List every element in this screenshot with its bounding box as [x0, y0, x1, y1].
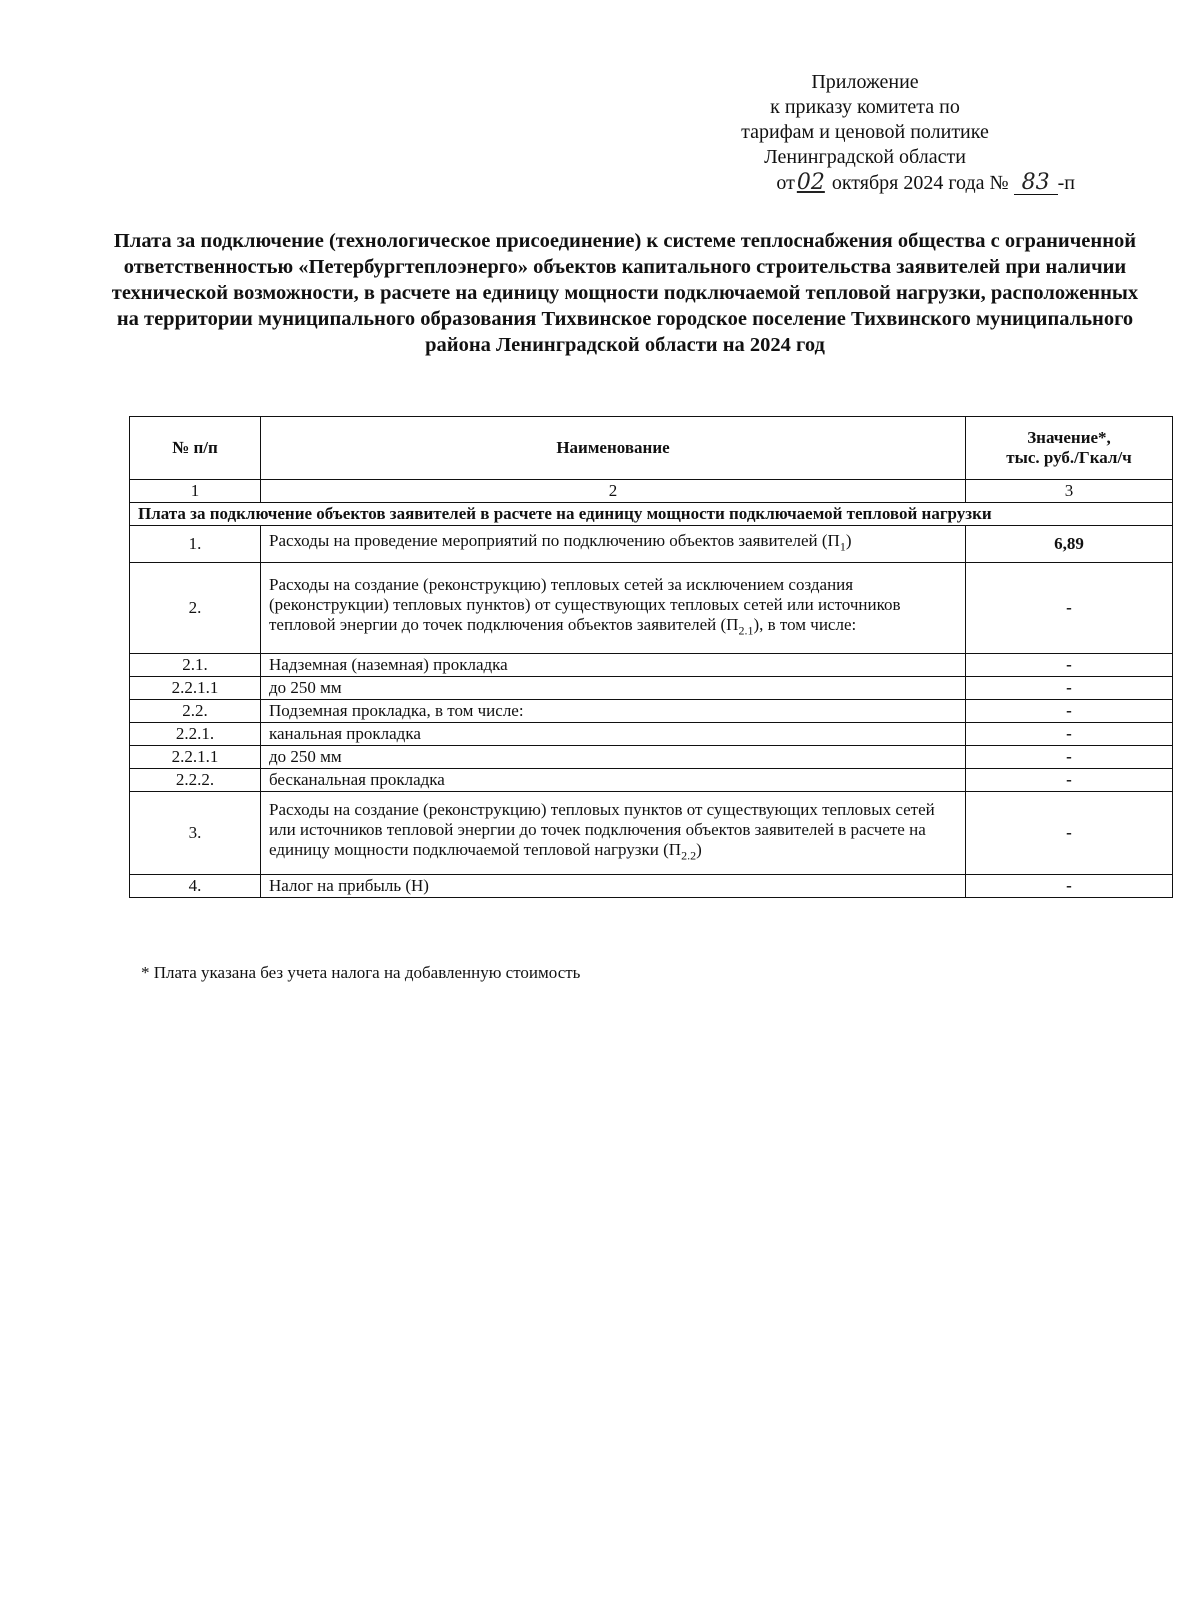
row-value: -	[966, 700, 1173, 723]
table-header-row	[130, 417, 1173, 480]
row-name: до 250 мм	[261, 677, 966, 700]
row-name: до 250 мм	[261, 746, 966, 769]
row-num: 3.	[130, 792, 261, 875]
table-row	[130, 526, 1173, 563]
row-name-text: Расходы на проведение мероприятий по подключению объектов заявителей (П	[269, 531, 840, 551]
table-row	[130, 654, 1173, 677]
row-num: 2.2.1.1	[130, 677, 261, 700]
handwritten-order-number: 83	[1014, 172, 1058, 195]
row-name: Надземная (наземная) прокладка	[261, 654, 966, 677]
row-name-sub: 1	[839, 539, 846, 554]
row-num: 2.2.	[130, 700, 261, 723]
handwritten-day: 02	[796, 170, 825, 195]
row-name-tail: )	[696, 840, 702, 860]
date-rest: октября 2024 года №	[831, 172, 1009, 194]
col-number-3: 3	[966, 480, 1173, 503]
row-name	[261, 563, 966, 654]
row-name-sub: 2.2	[681, 848, 697, 863]
col-number-2: 2	[261, 480, 966, 503]
row-num: 2.1.	[130, 654, 261, 677]
header-value-line1: Значение*,	[1027, 428, 1111, 447]
table-row	[130, 677, 1173, 700]
section-row	[130, 503, 1173, 526]
row-name-sub: 2.1	[738, 623, 754, 638]
table-row	[130, 723, 1173, 746]
row-num: 2.2.1.1	[130, 746, 261, 769]
row-name	[261, 526, 966, 563]
row-name-tail: ), в том числе:	[753, 615, 857, 635]
table-row	[130, 792, 1173, 875]
date-prefix: от	[776, 172, 795, 194]
appendix-block	[655, 70, 1075, 196]
header-name: Наименование	[261, 417, 966, 480]
row-num: 4.	[130, 875, 261, 898]
row-value: -	[966, 723, 1173, 746]
table-row	[130, 875, 1173, 898]
row-name: канальная прокладка	[261, 723, 966, 746]
row-value: -	[966, 677, 1173, 700]
appendix-line-3: тарифам и ценовой политике	[741, 121, 989, 143]
header-value-line2: тыс. руб./Гкал/ч	[1006, 448, 1132, 467]
tariff-table	[129, 416, 1173, 898]
row-value: -	[966, 654, 1173, 677]
order-suffix: -п	[1057, 172, 1075, 194]
row-value: -	[966, 563, 1173, 654]
appendix-line-4: Ленинградской области	[764, 146, 966, 168]
table-row	[130, 700, 1173, 723]
order-date-line	[655, 170, 1075, 196]
row-name-text: Расходы на создание (реконструкцию) тепловых пунктов от существующих тепловых сетей или источников тепловой энергии до точек подключения объектов заявителей в расчете на единицу мощности подключаемой тепловой нагрузки (П	[269, 800, 935, 860]
row-num: 2.	[130, 563, 261, 654]
row-value: -	[966, 875, 1173, 898]
row-name: Налог на прибыль (Н)	[261, 875, 966, 898]
column-number-row	[130, 480, 1173, 503]
row-num: 1.	[130, 526, 261, 563]
row-name-text: Расходы на создание (реконструкцию) тепловых сетей за исключением создания (реконструкции) тепловых пунктов) от существующих тепловых сетей или источников тепловой энергии до точек подключения объектов заявителей (П	[269, 575, 901, 635]
header-value	[966, 417, 1173, 480]
row-name-tail: )	[845, 531, 852, 551]
table-row	[130, 746, 1173, 769]
row-value: -	[966, 769, 1173, 792]
appendix-line-1: Приложение	[811, 71, 919, 93]
row-value: -	[966, 792, 1173, 875]
row-num: 2.2.2.	[130, 769, 261, 792]
table-row	[130, 563, 1173, 654]
row-value: -	[966, 746, 1173, 769]
header-num: № п/п	[130, 417, 261, 480]
table-row	[130, 769, 1173, 792]
row-name	[261, 792, 966, 875]
footnote: * Плата указана без учета налога на добавленную стоимость	[141, 963, 581, 982]
section-label: Плата за подключение объектов заявителей в расчете на единицу мощности подключаемой тепловой нагрузки	[130, 503, 1173, 526]
col-number-1: 1	[130, 480, 261, 503]
document-title: Плата за подключение (технологическое присоединение) к системе теплоснабжения общества с ограниченной ответственностью «Петербургтеплоэнерго» объектов капитального строительства заявителей при наличии технической возможности, в расчете на единицу мощности подключаемой тепловой нагрузки, расположенных на территории муниципального образования Тихвинское городское поселение Тихвинского муниципального района Ленинградской области на 2024 год	[111, 230, 1139, 356]
row-value: 6,89	[966, 526, 1173, 563]
row-name: бесканальная прокладка	[261, 769, 966, 792]
row-num: 2.2.1.	[130, 723, 261, 746]
appendix-line-2: к приказу комитета по	[770, 96, 960, 118]
row-name: Подземная прокладка, в том числе:	[261, 700, 966, 723]
